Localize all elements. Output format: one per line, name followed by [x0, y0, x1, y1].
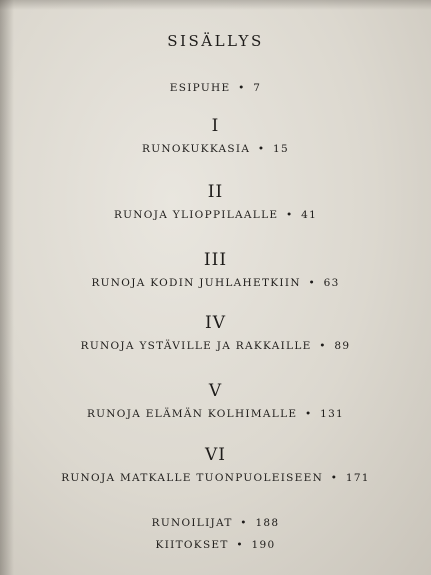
toc-entry-label: RUNOILIJAT: [151, 517, 233, 529]
toc-page-number: 41: [301, 209, 318, 221]
toc-separator: •: [240, 517, 248, 529]
toc-page-number: 131: [320, 408, 345, 420]
toc-entry-section-4: [0, 340, 431, 352]
toc-separator: •: [236, 539, 244, 551]
toc-page-number: 190: [251, 539, 276, 551]
toc-entry-acknowledgements: [0, 539, 431, 551]
toc-entry-section-3: [0, 277, 431, 289]
toc-page-number: 89: [334, 340, 351, 352]
toc-entry-poets: [0, 517, 431, 529]
toc-entry-label: RUNOKUKKASIA: [142, 143, 251, 155]
toc-separator: •: [304, 408, 313, 420]
toc-entry-section-2: [0, 209, 431, 221]
toc-entry-label: ESIPUHE: [169, 82, 231, 94]
toc-page-number: 7: [253, 82, 262, 94]
toc-entry-section-6: [0, 472, 431, 484]
toc-page-number: 171: [345, 472, 370, 484]
toc-entry-label: RUNOJA YLIOPPILAALLE: [113, 209, 279, 221]
toc-page-number: 188: [255, 517, 280, 529]
toc-page-number: 15: [273, 143, 289, 155]
page-title: SISÄLLYS: [167, 32, 264, 50]
toc-entry-label: RUNOJA MATKALLE TUONPUOLEISEEN: [61, 472, 324, 484]
toc-entry-label: RUNOJA YSTÄVILLE JA RAKKAILLE: [80, 340, 312, 352]
toc-separator: •: [308, 277, 316, 289]
toc-entry-section-5: [0, 408, 431, 420]
section-numeral-6: VI: [205, 445, 226, 465]
section-numeral-3: III: [203, 250, 228, 270]
toc-entry-preface: [0, 82, 431, 94]
toc-separator: •: [257, 143, 266, 155]
toc-separator: •: [238, 82, 246, 94]
toc-separator: •: [319, 340, 327, 352]
toc-entry-label: RUNOJA KODIN JUHLAHETKIIN: [91, 277, 301, 289]
toc-entry-section-1: [0, 143, 431, 155]
section-numeral-1: I: [211, 116, 220, 136]
toc-entry-label: RUNOJA ELÄMÄN KOLHIMALLE: [86, 408, 298, 420]
section-numeral-4: IV: [205, 313, 226, 333]
section-numeral-5: V: [208, 381, 223, 401]
toc-page-number: 63: [323, 277, 340, 289]
section-numeral-2: II: [207, 182, 224, 202]
toc-separator: •: [285, 209, 294, 221]
toc-entry-label: KIITOKSET: [155, 539, 229, 551]
toc-separator: •: [330, 472, 339, 484]
